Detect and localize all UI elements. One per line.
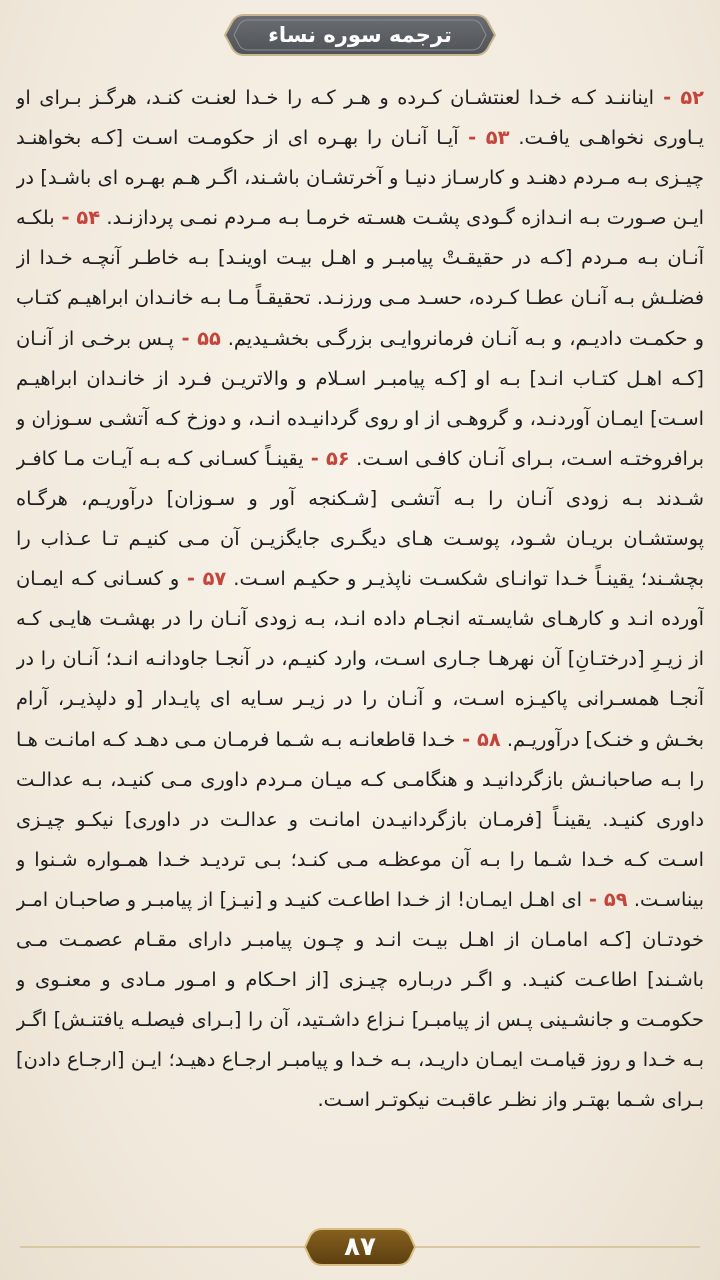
verse-number: ۵۷ - <box>179 567 227 591</box>
verse-text: بلکـه آنـان بـه مـردم [کـه در حقیقـتْ پیامبـر و اهـل بیـت اوینـد] بـه خاطـر آنچـه خـدا از فضلـش بـه آنـان عطـا کـرده، حسـد مـی ورزنـد. تحقیقـاً مـا بـه خانـدان ابراهیـم کتـاب و حکمـت دادیـم، و بـه آنـان فرمانروایـی بزرگـی بخشـیدیم. <box>16 206 704 350</box>
verse-number: ۵۲ - <box>654 86 704 109</box>
verse-number: ۵۶ - <box>303 446 350 470</box>
verse-number: ۵۳ - <box>458 126 510 150</box>
verse-text: ایناننـد کـه خـدا لعنتشـان کـرده و هـر کـه را خـدا لعنـت کنـد، هرگـز بـرای او یـاوری نخواهـی یافـت. <box>16 86 704 150</box>
verse-number: ۵۴ - <box>54 206 101 230</box>
page-number: ۸۷ <box>344 1232 376 1262</box>
verse-text: خـدا قاطعانـه بـه شـما فرمـان مـی دهـد کـه امانـت هـا را بـه صاحبانـش بازگردانیـد و هنگامـی کـه میـان مـردم داوری مـی کنیـد، بـه عدالـت داوری کنیـد. یقینـاً [فرمـان بازگردانیـدن امانـت و عدالـت در داوری] نیکـو چیـزی اسـت کـه خـدا شـما را بـه آن موعظـه مـی کنـد؛ بـی تردیـد خـدا همـواره شـنوا و بیناسـت. <box>16 727 704 911</box>
verse-text: آیـا آنـان را بهـره ای از حکومـت اسـت [کـه بخواهنـد چیـزی بـه مـردم دهنـد و کارسـاز دنیـا و آخرتشـان باشـند، اگـر هـم بهـره ای باشـد] در ایـن صـورت بـه انـدازه گـودی پشـت هسـته خرمـا بـه مـردم نمـی پردازنـد. <box>16 126 704 230</box>
verse-text: و کسـانی کـه ایمـان آورده انـد و کارهـای شایسـته انجـام داده انـد، بـه زودی آنـان را در بهشـت هایـی کـه از زیـرِ [درختـانِ] آن نهرهـا جـاری اسـت، وارد کنیـم، در آنجـا جاودانـه انـد؛ آنـان را در آنجـا همسـرانی پاکیـزه اسـت، و آنـان را در زیـر سـایه ای پایـدار [و دلپذیـر، آرام بخـش و خنـک] درآوریـم. <box>16 567 704 751</box>
verse-text: یقینـاً کسـانی کـه بـه آیـات مـا کافـر شـدند بـه زودی آنـان را بـه آتشـی [شـکنجه آور و سـوزان] درآوریـم، هرگـاه پوستشـان بریـان شـود، پوسـت هـای دیگـری جایگزیـن آن مـی کنیـم تـا عـذاب را بچشـند؛ یقینـاً خـدا توانـای شکسـت ناپذیـر و حکیـم اسـت. <box>16 446 704 591</box>
translation-text <box>16 78 704 1226</box>
verse-text: ای اهـل ایمـان! از خـدا اطاعـت کنیـد و [نیـز] از پیامبـر و صاحبـان امـر خودتـان [کـه امامـان از اهـل بیـت انـد و چـون پیامبـر دارای مقـام عصمـت مـی باشـند] اطاعـت کنیـد. و اگـر دربـاره چیـزی [از احـکام و امـور مـادی و معنـوی و حکومـت و جانشـینی پـس از پیامبـر] نـزاع داشـتید، آن را [بـرای فیصلـه یافتنـش] اگـر بـه خـدا و روز قیامـت ایمـان داریـد، بـه خـدا و پیامبـر ارجـاع دهیـد؛ ایـن [ارجـاع دادن] بـرای شـما بهتـر واز نظـر عاقبـت نیکوتـر اسـت. <box>16 887 704 1112</box>
surah-title-banner <box>222 12 498 58</box>
verse-number: ۵۸ - <box>455 727 501 751</box>
surah-title: ترجمه سوره نساء <box>268 23 452 47</box>
verse-number: ۵۹ - <box>582 887 628 911</box>
verse-number: ۵۵ - <box>173 326 221 350</box>
verse-text: پـس برخـی از آنـان [کـه اهـل کتـاب انـد] بـه او [کـه پیامبـر اسـلام و والاتریـن فـرد از خانـدان ابراهیـم اسـت] ایمـان آوردنـد، و گروهـی از او روی گردانیـده انـد، و دوزخ کـه آتشـی سـوزان و برافروختـه اسـت، بـرای آنـان کافـی اسـت. <box>16 326 704 470</box>
page-number-badge <box>302 1225 418 1269</box>
